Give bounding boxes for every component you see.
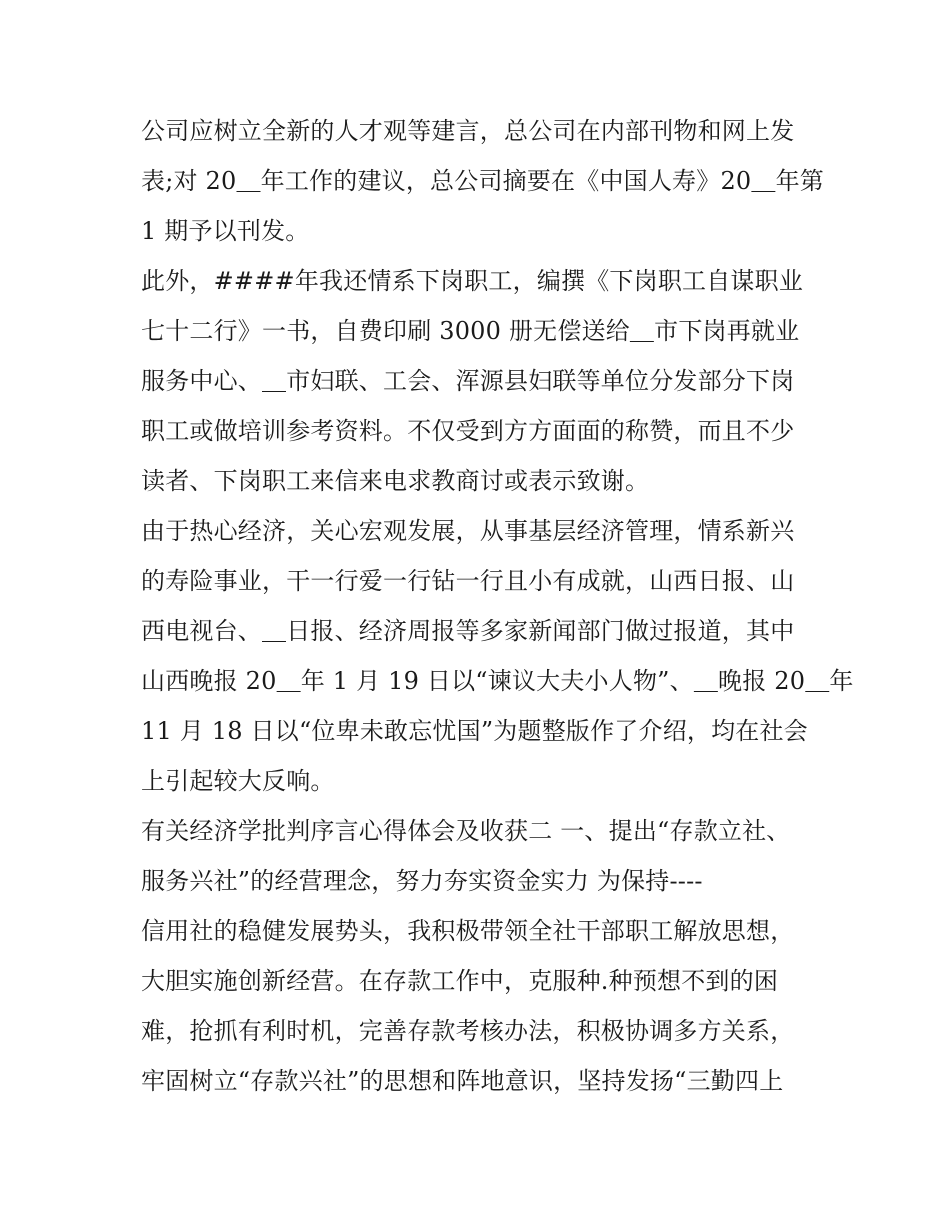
text-line-7: 职工或做培训参考资料。不仅受到方方面面的称赞，而且不少 [141,417,795,445]
text-line-10: 的寿险事业，干一行爱一行钻一行且小有成就，山西日报、山 [141,567,795,595]
text-line-20: 牢固树立“存款兴社”的思想和阵地意识，坚持发扬“三勤四上 [141,1067,784,1095]
text-line-2: 表;对 20＿年工作的建议，总公司摘要在《中国人寿》20＿年第 [141,167,824,195]
text-line-9: 由于热心经济，关心宏观发展，从事基层经济管理，情系新兴 [141,517,795,545]
text-line-4: 此外，####年我还情系下岗职工，编撰《下岗职工自谋职业 [141,267,804,295]
text-line-14: 上引起较大反响。 [141,767,335,795]
text-line-15: 有关经济学批判序言心得体会及收获二 一、提出“存款立社、 [141,817,791,845]
text-line-16: 服务兴社”的经营理念，努力夯实资金实力 为保持---- [141,867,703,895]
text-line-8: 读者、下岗职工来信来电求教商讨或表示致谢。 [141,467,650,495]
text-line-18: 大胆实施创新经营。在存款工作中，克服种.种预想不到的困 [141,967,779,995]
text-line-6: 服务中心、＿市妇联、工会、浑源县妇联等单位分发部分下岗 [141,367,795,395]
text-line-19: 难，抢抓有利时机，完善存款考核办法，积极协调多方关系， [141,1017,795,1045]
text-line-1: 公司应树立全新的人才观等建言，总公司在内部刊物和网上发 [141,117,795,145]
text-line-5: 七十二行》一书，自费印刷 3000 册无偿送给＿市下岗再就业 [141,317,800,345]
text-line-11: 西电视台、＿日报、经济周报等多家新闻部门做过报道，其中 [141,617,795,645]
text-line-13: 11 月 18 日以“位卑未敢忘忧国”为题整版作了介绍，均在社会 [141,717,808,745]
text-line-17: 信用社的稳健发展势头，我积极带领全社干部职工解放思想， [141,917,795,945]
text-line-12: 山西晚报 20＿年 1 月 19 日以“谏议大夫小人物”、＿晚报 20＿年 [141,667,854,695]
text-line-3: 1 期予以刊发。 [141,217,310,245]
